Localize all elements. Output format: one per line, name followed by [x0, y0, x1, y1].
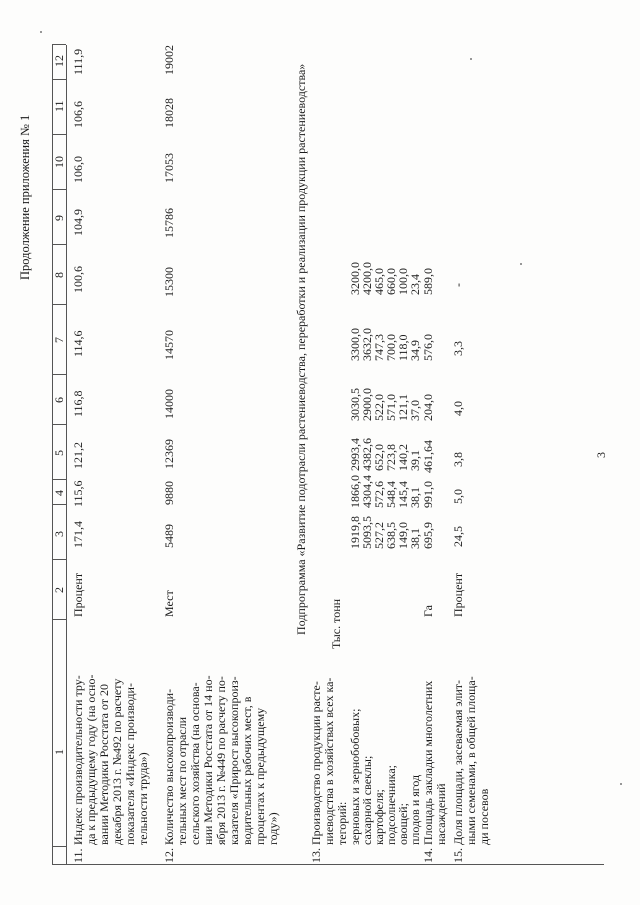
- row-14-val: 991,0: [421, 481, 435, 508]
- header-col-8: 8: [52, 272, 66, 278]
- value: 527,2: [372, 522, 386, 549]
- header-col-9: 9: [52, 215, 66, 221]
- row-15-val: -: [451, 283, 465, 287]
- value: 5093,5: [360, 516, 374, 549]
- value: 39,1: [408, 450, 422, 471]
- value: 572,6: [372, 481, 386, 508]
- table-right-border: [52, 44, 66, 45]
- crop-item: картофеля;: [372, 789, 386, 845]
- crop-item: подсолнечника;: [384, 765, 398, 845]
- row-12-val: 5489: [162, 524, 176, 548]
- row-15-val: 3,3: [451, 341, 465, 356]
- value: 3030,5: [348, 388, 362, 421]
- row-11-unit: Процент: [71, 572, 85, 617]
- row-12-val: 9880: [162, 481, 176, 505]
- value: 660,0: [384, 268, 398, 295]
- value: 652,0: [372, 444, 386, 471]
- value: 2900,0: [360, 388, 374, 421]
- continuation-label: Продолжение приложения № 1: [18, 114, 32, 280]
- value: 37,0: [408, 400, 422, 421]
- row-12-val: 15786: [162, 208, 176, 238]
- row-11-val: 171,4: [71, 521, 85, 548]
- header-bottom-border: [66, 45, 67, 865]
- row-15-val: 24,5: [451, 526, 465, 547]
- value: 723,8: [384, 444, 398, 471]
- value: 140,2: [396, 444, 410, 471]
- col-divider: [52, 374, 66, 375]
- value: 4382,6: [360, 438, 374, 471]
- col-divider: [52, 134, 66, 135]
- value: 121,1: [396, 394, 410, 421]
- page-number: 3: [594, 452, 608, 458]
- value: 149,0: [396, 522, 410, 549]
- header-col-10: 10: [52, 156, 66, 168]
- subprogram-heading: Подпрограмма «Развитие подотрасли растениеводства, переработки и реализации продукции растениеводства»: [294, 63, 308, 635]
- row-11-val: 121,2: [71, 442, 85, 469]
- row-11-val: 104,9: [71, 209, 85, 236]
- value: 2993,4: [348, 438, 362, 471]
- row-11-val: 114,6: [71, 330, 85, 357]
- row-11-name: Индекс производительности тру- да к предыдущему году (на осно- вании Методики Росстата от 20 декабря 2013 г. №492 по расчету показателя «Индекс производи- тельности труда»): [71, 674, 150, 845]
- table-left-border: [52, 864, 604, 865]
- col-divider: [52, 846, 66, 847]
- row-14-val: 589,0: [421, 268, 435, 295]
- row-11-val: 115,6: [71, 480, 85, 507]
- scan-speck: [620, 783, 622, 785]
- value: 3300,0: [348, 328, 362, 361]
- value: 638,5: [384, 522, 398, 549]
- col-divider: [52, 189, 66, 190]
- row-11-val: 106,0: [71, 156, 85, 183]
- row-13-unit: Тыс. тонн: [329, 598, 343, 649]
- col-divider: [52, 504, 66, 505]
- row-15-val: 5,0: [451, 489, 465, 504]
- row-12-val: 19002: [162, 45, 176, 75]
- row-14-name: Площадь закладки многолетних насаждений: [421, 680, 448, 845]
- header-col-4: 4: [52, 490, 66, 496]
- crop-item: плодов и ягод: [408, 774, 422, 845]
- value: 145,4: [396, 481, 410, 508]
- crop-item: сахарной свеклы;: [360, 755, 374, 845]
- scan-speck: [40, 31, 42, 33]
- value: 100,0: [396, 268, 410, 295]
- value: 747,3: [372, 334, 386, 361]
- row-14-unit: Га: [421, 605, 435, 617]
- header-col-1: 1: [52, 749, 66, 755]
- col-divider: [52, 424, 66, 425]
- value: 571,0: [384, 394, 398, 421]
- row-13-name: Производство продукции расте- ниеводства в хозяйствах всех ка- тегорий:: [309, 677, 349, 845]
- row-14-val: 576,0: [421, 334, 435, 361]
- row-12-val: 14000: [162, 389, 176, 419]
- crop-item: овощей;: [396, 803, 410, 845]
- value: 1919,8: [348, 516, 362, 549]
- value: 700,0: [384, 334, 398, 361]
- row-14-val: 461,64: [421, 440, 435, 473]
- col-divider: [52, 79, 66, 80]
- header-col-12: 12: [52, 55, 66, 67]
- value: 38,1: [408, 528, 422, 549]
- row-11-val: 100,6: [71, 266, 85, 293]
- header-col-6: 6: [52, 397, 66, 403]
- col-divider: [52, 619, 66, 620]
- value: 548,4: [384, 481, 398, 508]
- row-12-unit: Мест: [162, 590, 176, 617]
- value: 1866,0: [348, 475, 362, 508]
- row-13-col-4: [349, 475, 421, 508]
- row-13-number: 13.: [309, 848, 323, 863]
- header-col-2: 2: [52, 587, 66, 593]
- row-14-val: 695,9: [421, 522, 435, 549]
- row-12-val: 17053: [162, 153, 176, 183]
- row-12-val: 12369: [162, 439, 176, 469]
- row-11-val: 116,8: [71, 390, 85, 417]
- row-12-val: 14570: [162, 330, 176, 360]
- row-11-val: 111,9: [71, 48, 85, 75]
- header-col-7: 7: [52, 337, 66, 343]
- col-divider: [52, 479, 66, 480]
- row-15-name: Доля площади, засеваемая элит- ными семенами, в общей площа- ди посевов: [451, 676, 491, 845]
- row-13-col-8: [349, 262, 421, 295]
- crop-item: зерновых и зернобобовых;: [348, 708, 362, 845]
- header-col-3: 3: [52, 531, 66, 537]
- value: 23,4: [408, 274, 422, 295]
- header-col-11: 11: [52, 100, 66, 112]
- row-11-val: 106,6: [71, 101, 85, 128]
- value: 4200,0: [360, 262, 374, 295]
- scan-speck: [470, 58, 472, 60]
- col-divider: [52, 244, 66, 245]
- value: 38,1: [408, 487, 422, 508]
- row-12-name: Количество высокопроизводи- тельных мест по отрасли сельского хозяйства (на основа- нии Методики Росстата от 14 но- ября 2013 г. №449 по расчету по- казателя «Прирост высокопроиз- водительных рабочих мест, в процентах к предыдущему году»): [162, 675, 280, 845]
- row-13-col-5: [349, 438, 421, 471]
- row-12-val: 15300: [162, 267, 176, 297]
- value: 522,0: [372, 394, 386, 421]
- header-col-5: 5: [52, 450, 66, 456]
- row-13-col-7: [349, 328, 421, 361]
- row-13-col-3: [349, 516, 421, 549]
- row-15-number: 15.: [451, 848, 465, 863]
- row-12-number: 12.: [162, 848, 176, 863]
- row-13-col-6: [349, 388, 421, 421]
- row-15-unit: Процент: [451, 572, 465, 617]
- row-15-val: 4,0: [451, 401, 465, 416]
- value: 465,0: [372, 268, 386, 295]
- col-divider: [52, 559, 66, 560]
- value: 3632,0: [360, 328, 374, 361]
- value: 3200,0: [348, 262, 362, 295]
- value: 4304,4: [360, 475, 374, 508]
- row-14-val: 204,0: [421, 394, 435, 421]
- row-15-val: 3,8: [451, 452, 465, 467]
- row-14-number: 14.: [421, 848, 435, 863]
- value: 118,0: [396, 334, 410, 361]
- scan-speck: [520, 263, 522, 265]
- value: 34,9: [408, 340, 422, 361]
- row-11-number: 11.: [71, 848, 85, 863]
- row-12-val: 18028: [162, 98, 176, 128]
- col-divider: [52, 304, 66, 305]
